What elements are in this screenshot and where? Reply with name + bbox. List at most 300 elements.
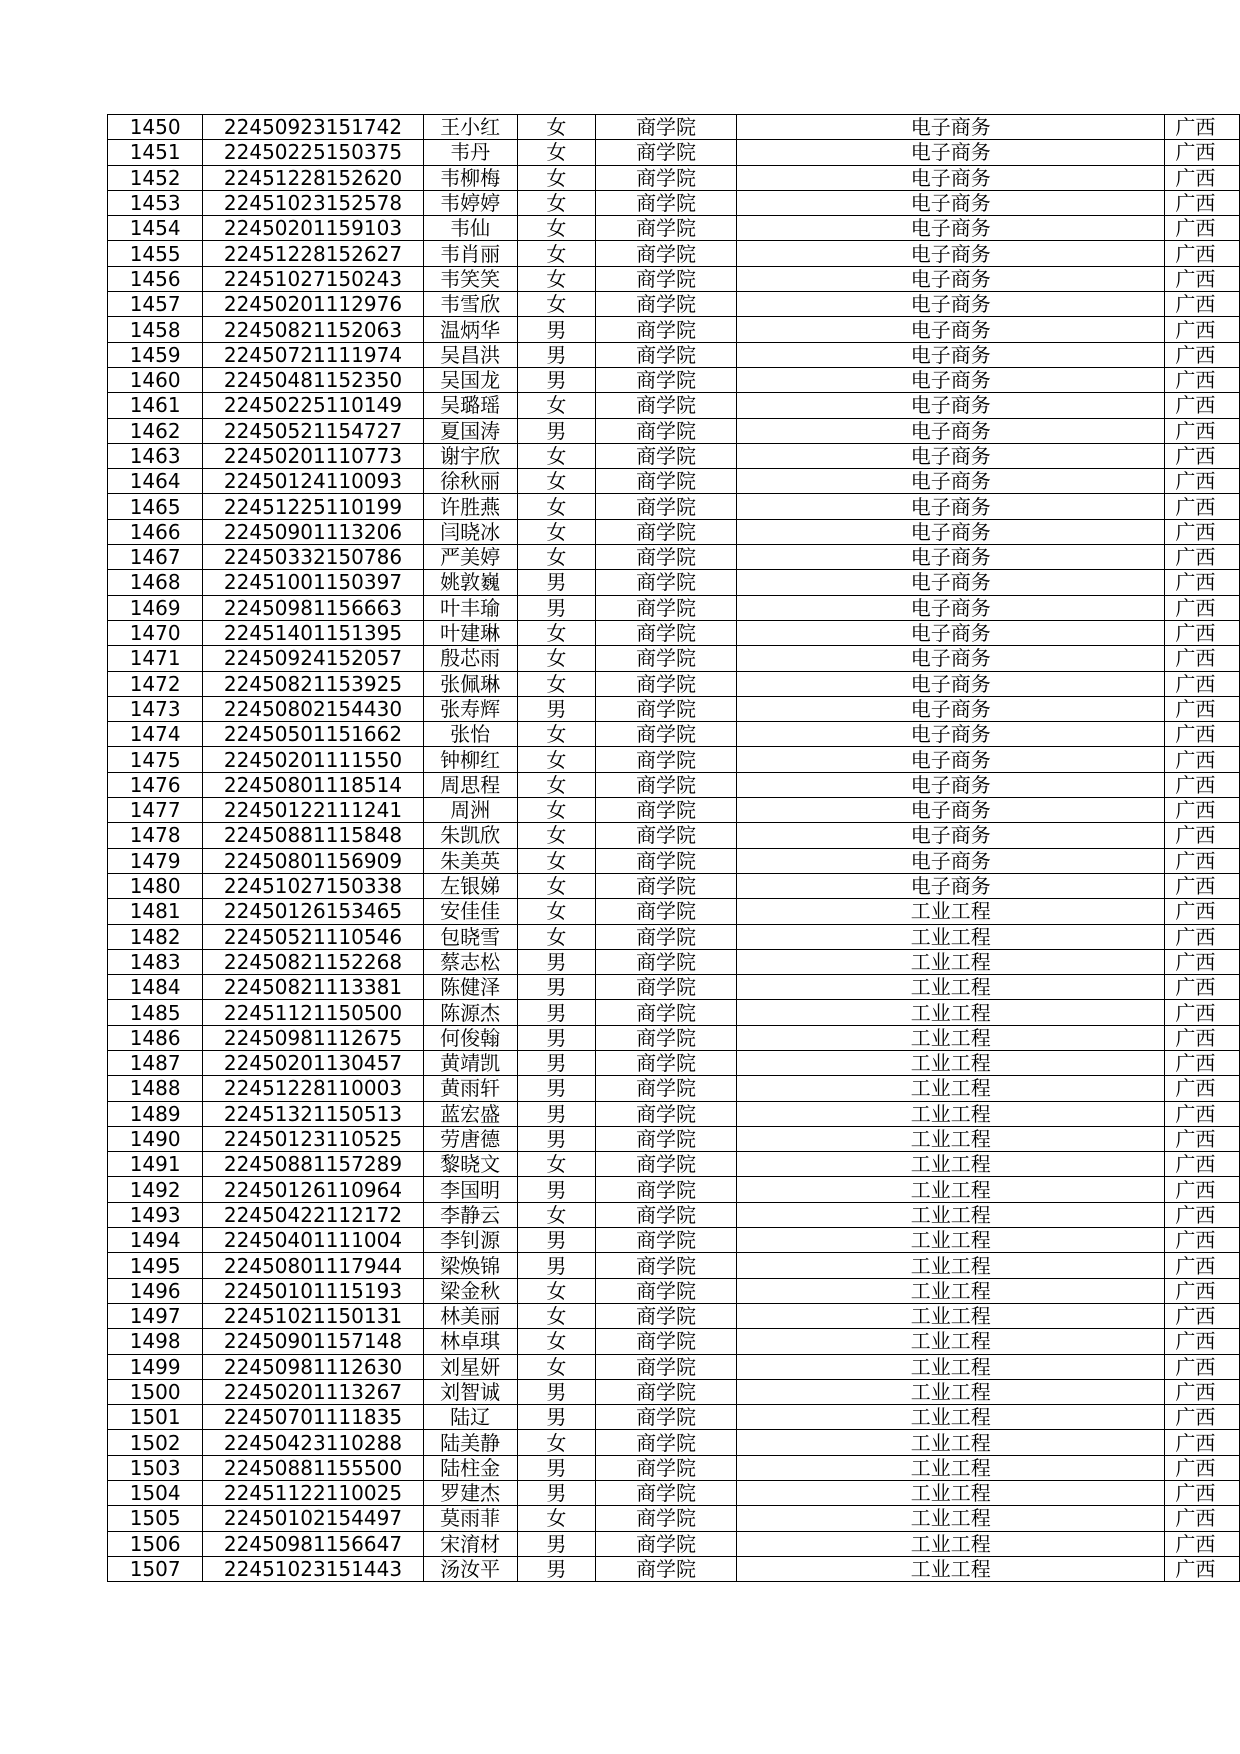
province-cell: 广西 <box>1165 216 1240 241</box>
gender-cell: 男 <box>517 1000 595 1025</box>
table-row <box>108 798 1240 823</box>
gender-cell: 女 <box>517 494 595 519</box>
row-index-cell: 1480 <box>108 873 203 898</box>
student-id-cell: 22450201113267 <box>203 1379 423 1404</box>
student-id-cell: 22450124110093 <box>203 469 423 494</box>
college-cell: 商学院 <box>596 1152 737 1177</box>
row-index-cell: 1481 <box>108 899 203 924</box>
province-cell: 广西 <box>1165 115 1240 140</box>
row-index-cell: 1503 <box>108 1455 203 1480</box>
student-id-cell: 22451228152620 <box>203 165 423 190</box>
gender-cell: 男 <box>517 1101 595 1126</box>
row-index-cell: 1466 <box>108 519 203 544</box>
table-row <box>108 393 1240 418</box>
student-roster-table <box>107 114 1240 1582</box>
row-index-cell: 1460 <box>108 367 203 392</box>
student-id-cell: 22450201111550 <box>203 747 423 772</box>
name-cell: 许胜燕 <box>423 494 517 519</box>
major-cell: 工业工程 <box>737 1303 1165 1328</box>
gender-cell: 男 <box>517 1556 595 1581</box>
name-cell: 张怡 <box>423 722 517 747</box>
major-cell: 电子商务 <box>737 443 1165 468</box>
major-cell: 工业工程 <box>737 1278 1165 1303</box>
gender-cell: 男 <box>517 1025 595 1050</box>
name-cell: 韦雪欣 <box>423 292 517 317</box>
province-cell: 广西 <box>1165 747 1240 772</box>
gender-cell: 男 <box>517 595 595 620</box>
name-cell: 蔡志松 <box>423 949 517 974</box>
major-cell: 电子商务 <box>737 671 1165 696</box>
table-row <box>108 696 1240 721</box>
major-cell: 电子商务 <box>737 798 1165 823</box>
college-cell: 商学院 <box>596 519 737 544</box>
student-id-cell: 22451021150131 <box>203 1303 423 1328</box>
province-cell: 广西 <box>1165 1481 1240 1506</box>
row-index-cell: 1506 <box>108 1531 203 1556</box>
student-id-cell: 22450981112675 <box>203 1025 423 1050</box>
row-index-cell: 1486 <box>108 1025 203 1050</box>
name-cell: 蓝宏盛 <box>423 1101 517 1126</box>
student-id-cell: 22450821152268 <box>203 949 423 974</box>
row-index-cell: 1494 <box>108 1228 203 1253</box>
student-id-cell: 22450821113381 <box>203 975 423 1000</box>
table-row <box>108 216 1240 241</box>
major-cell: 电子商务 <box>737 519 1165 544</box>
major-cell: 工业工程 <box>737 1506 1165 1531</box>
row-index-cell: 1498 <box>108 1329 203 1354</box>
gender-cell: 女 <box>517 1506 595 1531</box>
college-cell: 商学院 <box>596 798 737 823</box>
table-row <box>108 848 1240 873</box>
student-id-cell: 22450422112172 <box>203 1202 423 1227</box>
province-cell: 广西 <box>1165 1405 1240 1430</box>
province-cell: 广西 <box>1165 1000 1240 1025</box>
table-row <box>108 266 1240 291</box>
gender-cell: 男 <box>517 1531 595 1556</box>
row-index-cell: 1473 <box>108 696 203 721</box>
gender-cell: 女 <box>517 241 595 266</box>
major-cell: 电子商务 <box>737 115 1165 140</box>
table-row <box>108 1228 1240 1253</box>
name-cell: 林卓琪 <box>423 1329 517 1354</box>
gender-cell: 女 <box>517 1430 595 1455</box>
province-cell: 广西 <box>1165 1329 1240 1354</box>
row-index-cell: 1468 <box>108 570 203 595</box>
province-cell: 广西 <box>1165 671 1240 696</box>
college-cell: 商学院 <box>596 1354 737 1379</box>
province-cell: 广西 <box>1165 190 1240 215</box>
province-cell: 广西 <box>1165 1202 1240 1227</box>
row-index-cell: 1491 <box>108 1152 203 1177</box>
student-id-cell: 22451321150513 <box>203 1101 423 1126</box>
province-cell: 广西 <box>1165 722 1240 747</box>
name-cell: 夏国涛 <box>423 418 517 443</box>
table-row <box>108 899 1240 924</box>
major-cell: 电子商务 <box>737 216 1165 241</box>
name-cell: 钟柳红 <box>423 747 517 772</box>
name-cell: 严美婷 <box>423 545 517 570</box>
name-cell: 包晓雪 <box>423 924 517 949</box>
gender-cell: 女 <box>517 165 595 190</box>
row-index-cell: 1463 <box>108 443 203 468</box>
name-cell: 徐秋丽 <box>423 469 517 494</box>
gender-cell: 男 <box>517 1050 595 1075</box>
name-cell: 陆柱金 <box>423 1455 517 1480</box>
province-cell: 广西 <box>1165 1531 1240 1556</box>
major-cell: 工业工程 <box>737 949 1165 974</box>
name-cell: 韦婷婷 <box>423 190 517 215</box>
major-cell: 工业工程 <box>737 1405 1165 1430</box>
college-cell: 商学院 <box>596 1379 737 1404</box>
college-cell: 商学院 <box>596 115 737 140</box>
table-row <box>108 1329 1240 1354</box>
name-cell: 张佩琳 <box>423 671 517 696</box>
name-cell: 宋淯材 <box>423 1531 517 1556</box>
college-cell: 商学院 <box>596 418 737 443</box>
college-cell: 商学院 <box>596 342 737 367</box>
gender-cell: 女 <box>517 924 595 949</box>
gender-cell: 男 <box>517 570 595 595</box>
college-cell: 商学院 <box>596 545 737 570</box>
student-id-cell: 22450801117944 <box>203 1253 423 1278</box>
student-id-cell: 22450201110773 <box>203 443 423 468</box>
gender-cell: 男 <box>517 367 595 392</box>
college-cell: 商学院 <box>596 1405 737 1430</box>
row-index-cell: 1504 <box>108 1481 203 1506</box>
table-row <box>108 1405 1240 1430</box>
college-cell: 商学院 <box>596 443 737 468</box>
province-cell: 广西 <box>1165 1228 1240 1253</box>
student-id-cell: 22450501151662 <box>203 722 423 747</box>
college-cell: 商学院 <box>596 266 737 291</box>
table-row <box>108 1531 1240 1556</box>
name-cell: 罗建杰 <box>423 1481 517 1506</box>
name-cell: 黄靖凯 <box>423 1050 517 1075</box>
student-id-cell: 22450881115848 <box>203 823 423 848</box>
province-cell: 广西 <box>1165 975 1240 1000</box>
row-index-cell: 1462 <box>108 418 203 443</box>
student-id-cell: 22450981156663 <box>203 595 423 620</box>
student-id-cell: 22451228152627 <box>203 241 423 266</box>
province-cell: 广西 <box>1165 1430 1240 1455</box>
college-cell: 商学院 <box>596 620 737 645</box>
gender-cell: 男 <box>517 1228 595 1253</box>
table-row <box>108 1101 1240 1126</box>
gender-cell: 女 <box>517 646 595 671</box>
row-index-cell: 1477 <box>108 798 203 823</box>
major-cell: 电子商务 <box>737 545 1165 570</box>
name-cell: 韦肖丽 <box>423 241 517 266</box>
row-index-cell: 1497 <box>108 1303 203 1328</box>
major-cell: 工业工程 <box>737 1329 1165 1354</box>
major-cell: 工业工程 <box>737 1354 1165 1379</box>
gender-cell: 男 <box>517 1455 595 1480</box>
province-cell: 广西 <box>1165 140 1240 165</box>
major-cell: 工业工程 <box>737 1379 1165 1404</box>
major-cell: 电子商务 <box>737 595 1165 620</box>
name-cell: 刘智诚 <box>423 1379 517 1404</box>
table-row <box>108 1177 1240 1202</box>
province-cell: 广西 <box>1165 241 1240 266</box>
name-cell: 王小红 <box>423 115 517 140</box>
student-id-cell: 22450981112630 <box>203 1354 423 1379</box>
row-index-cell: 1450 <box>108 115 203 140</box>
table-row <box>108 722 1240 747</box>
major-cell: 工业工程 <box>737 1000 1165 1025</box>
student-id-cell: 22450801156909 <box>203 848 423 873</box>
major-cell: 电子商务 <box>737 696 1165 721</box>
major-cell: 电子商务 <box>737 570 1165 595</box>
student-id-cell: 22450225150375 <box>203 140 423 165</box>
province-cell: 广西 <box>1165 772 1240 797</box>
name-cell: 朱凯欣 <box>423 823 517 848</box>
name-cell: 吴璐瑶 <box>423 393 517 418</box>
table-body <box>108 115 1240 1582</box>
gender-cell: 女 <box>517 140 595 165</box>
student-id-cell: 22451027150243 <box>203 266 423 291</box>
gender-cell: 女 <box>517 519 595 544</box>
student-id-cell: 22450721111974 <box>203 342 423 367</box>
province-cell: 广西 <box>1165 342 1240 367</box>
gender-cell: 女 <box>517 722 595 747</box>
name-cell: 陆美静 <box>423 1430 517 1455</box>
row-index-cell: 1452 <box>108 165 203 190</box>
student-id-cell: 22450521154727 <box>203 418 423 443</box>
gender-cell: 女 <box>517 1354 595 1379</box>
college-cell: 商学院 <box>596 646 737 671</box>
student-id-cell: 22450201112976 <box>203 292 423 317</box>
student-id-cell: 22450821153925 <box>203 671 423 696</box>
table-row <box>108 1556 1240 1581</box>
table-row <box>108 1455 1240 1480</box>
student-id-cell: 22450126110964 <box>203 1177 423 1202</box>
table-row <box>108 646 1240 671</box>
table-row <box>108 671 1240 696</box>
table-row <box>108 1025 1240 1050</box>
major-cell: 电子商务 <box>737 747 1165 772</box>
row-index-cell: 1471 <box>108 646 203 671</box>
row-index-cell: 1451 <box>108 140 203 165</box>
table-row <box>108 595 1240 620</box>
name-cell: 殷芯雨 <box>423 646 517 671</box>
gender-cell: 女 <box>517 1202 595 1227</box>
name-cell: 莫雨菲 <box>423 1506 517 1531</box>
student-id-cell: 22451225110199 <box>203 494 423 519</box>
gender-cell: 男 <box>517 342 595 367</box>
student-id-cell: 22450923151742 <box>203 115 423 140</box>
row-index-cell: 1454 <box>108 216 203 241</box>
table-row <box>108 165 1240 190</box>
major-cell: 工业工程 <box>737 1126 1165 1151</box>
row-index-cell: 1487 <box>108 1050 203 1075</box>
major-cell: 工业工程 <box>737 1152 1165 1177</box>
table-row <box>108 1050 1240 1075</box>
province-cell: 广西 <box>1165 1278 1240 1303</box>
name-cell: 李钊源 <box>423 1228 517 1253</box>
table-row <box>108 367 1240 392</box>
table-row <box>108 949 1240 974</box>
name-cell: 叶建琳 <box>423 620 517 645</box>
name-cell: 温炳华 <box>423 317 517 342</box>
college-cell: 商学院 <box>596 1000 737 1025</box>
major-cell: 电子商务 <box>737 418 1165 443</box>
major-cell: 工业工程 <box>737 924 1165 949</box>
row-index-cell: 1501 <box>108 1405 203 1430</box>
name-cell: 李国明 <box>423 1177 517 1202</box>
major-cell: 工业工程 <box>737 1556 1165 1581</box>
province-cell: 广西 <box>1165 873 1240 898</box>
name-cell: 吴昌洪 <box>423 342 517 367</box>
gender-cell: 女 <box>517 1303 595 1328</box>
province-cell: 广西 <box>1165 620 1240 645</box>
major-cell: 工业工程 <box>737 1101 1165 1126</box>
table-row <box>108 1506 1240 1531</box>
student-id-cell: 22451027150338 <box>203 873 423 898</box>
province-cell: 广西 <box>1165 443 1240 468</box>
province-cell: 广西 <box>1165 393 1240 418</box>
province-cell: 广西 <box>1165 1354 1240 1379</box>
table-row <box>108 1152 1240 1177</box>
college-cell: 商学院 <box>596 570 737 595</box>
row-index-cell: 1469 <box>108 595 203 620</box>
row-index-cell: 1492 <box>108 1177 203 1202</box>
college-cell: 商学院 <box>596 1531 737 1556</box>
college-cell: 商学院 <box>596 165 737 190</box>
province-cell: 广西 <box>1165 1253 1240 1278</box>
student-id-cell: 22451023152578 <box>203 190 423 215</box>
province-cell: 广西 <box>1165 1455 1240 1480</box>
row-index-cell: 1484 <box>108 975 203 1000</box>
name-cell: 汤汝平 <box>423 1556 517 1581</box>
gender-cell: 女 <box>517 899 595 924</box>
table-row <box>108 1430 1240 1455</box>
name-cell: 韦笑笑 <box>423 266 517 291</box>
student-id-cell: 22450122111241 <box>203 798 423 823</box>
gender-cell: 男 <box>517 1481 595 1506</box>
college-cell: 商学院 <box>596 1050 737 1075</box>
table-row <box>108 1379 1240 1404</box>
major-cell: 工业工程 <box>737 1025 1165 1050</box>
major-cell: 工业工程 <box>737 1177 1165 1202</box>
student-id-cell: 22450801118514 <box>203 772 423 797</box>
table-row <box>108 1481 1240 1506</box>
major-cell: 电子商务 <box>737 646 1165 671</box>
major-cell: 电子商务 <box>737 342 1165 367</box>
college-cell: 商学院 <box>596 671 737 696</box>
college-cell: 商学院 <box>596 1278 737 1303</box>
major-cell: 电子商务 <box>737 469 1165 494</box>
college-cell: 商学院 <box>596 595 737 620</box>
name-cell: 陈健泽 <box>423 975 517 1000</box>
major-cell: 电子商务 <box>737 140 1165 165</box>
table-row <box>108 342 1240 367</box>
gender-cell: 女 <box>517 823 595 848</box>
major-cell: 工业工程 <box>737 1202 1165 1227</box>
row-index-cell: 1488 <box>108 1076 203 1101</box>
table-row <box>108 1303 1240 1328</box>
row-index-cell: 1482 <box>108 924 203 949</box>
gender-cell: 男 <box>517 1405 595 1430</box>
province-cell: 广西 <box>1165 1379 1240 1404</box>
table-row <box>108 443 1240 468</box>
province-cell: 广西 <box>1165 1177 1240 1202</box>
row-index-cell: 1499 <box>108 1354 203 1379</box>
major-cell: 电子商务 <box>737 266 1165 291</box>
name-cell: 陆辽 <box>423 1405 517 1430</box>
gender-cell: 女 <box>517 798 595 823</box>
row-index-cell: 1456 <box>108 266 203 291</box>
student-id-cell: 22450225110149 <box>203 393 423 418</box>
name-cell: 韦仙 <box>423 216 517 241</box>
name-cell: 陈源杰 <box>423 1000 517 1025</box>
table-row <box>108 140 1240 165</box>
name-cell: 左银娣 <box>423 873 517 898</box>
student-id-cell: 22450332150786 <box>203 545 423 570</box>
province-cell: 广西 <box>1165 1303 1240 1328</box>
gender-cell: 女 <box>517 545 595 570</box>
province-cell: 广西 <box>1165 494 1240 519</box>
college-cell: 商学院 <box>596 494 737 519</box>
student-id-cell: 22450401111004 <box>203 1228 423 1253</box>
row-index-cell: 1496 <box>108 1278 203 1303</box>
student-id-cell: 22451228110003 <box>203 1076 423 1101</box>
student-id-cell: 22451023151443 <box>203 1556 423 1581</box>
college-cell: 商学院 <box>596 1329 737 1354</box>
gender-cell: 男 <box>517 1076 595 1101</box>
province-cell: 广西 <box>1165 848 1240 873</box>
table-row <box>108 1278 1240 1303</box>
student-id-cell: 22450701111835 <box>203 1405 423 1430</box>
major-cell: 工业工程 <box>737 1531 1165 1556</box>
college-cell: 商学院 <box>596 1430 737 1455</box>
table-row <box>108 975 1240 1000</box>
gender-cell: 女 <box>517 620 595 645</box>
table-row <box>108 1126 1240 1151</box>
student-id-cell: 22450981156647 <box>203 1531 423 1556</box>
major-cell: 电子商务 <box>737 190 1165 215</box>
row-index-cell: 1505 <box>108 1506 203 1531</box>
name-cell: 吴国龙 <box>423 367 517 392</box>
table-row <box>108 1076 1240 1101</box>
college-cell: 商学院 <box>596 469 737 494</box>
row-index-cell: 1470 <box>108 620 203 645</box>
gender-cell: 女 <box>517 873 595 898</box>
province-cell: 广西 <box>1165 1101 1240 1126</box>
college-cell: 商学院 <box>596 1303 737 1328</box>
gender-cell: 男 <box>517 975 595 1000</box>
province-cell: 广西 <box>1165 469 1240 494</box>
gender-cell: 女 <box>517 747 595 772</box>
major-cell: 工业工程 <box>737 1253 1165 1278</box>
college-cell: 商学院 <box>596 873 737 898</box>
student-id-cell: 22450521110546 <box>203 924 423 949</box>
college-cell: 商学院 <box>596 1481 737 1506</box>
gender-cell: 女 <box>517 1278 595 1303</box>
name-cell: 周洲 <box>423 798 517 823</box>
row-index-cell: 1489 <box>108 1101 203 1126</box>
row-index-cell: 1467 <box>108 545 203 570</box>
college-cell: 商学院 <box>596 722 737 747</box>
student-id-cell: 22450821152063 <box>203 317 423 342</box>
college-cell: 商学院 <box>596 975 737 1000</box>
college-cell: 商学院 <box>596 1177 737 1202</box>
row-index-cell: 1485 <box>108 1000 203 1025</box>
student-id-cell: 22450123110525 <box>203 1126 423 1151</box>
student-id-cell: 22450101115193 <box>203 1278 423 1303</box>
college-cell: 商学院 <box>596 772 737 797</box>
province-cell: 广西 <box>1165 165 1240 190</box>
province-cell: 广西 <box>1165 696 1240 721</box>
